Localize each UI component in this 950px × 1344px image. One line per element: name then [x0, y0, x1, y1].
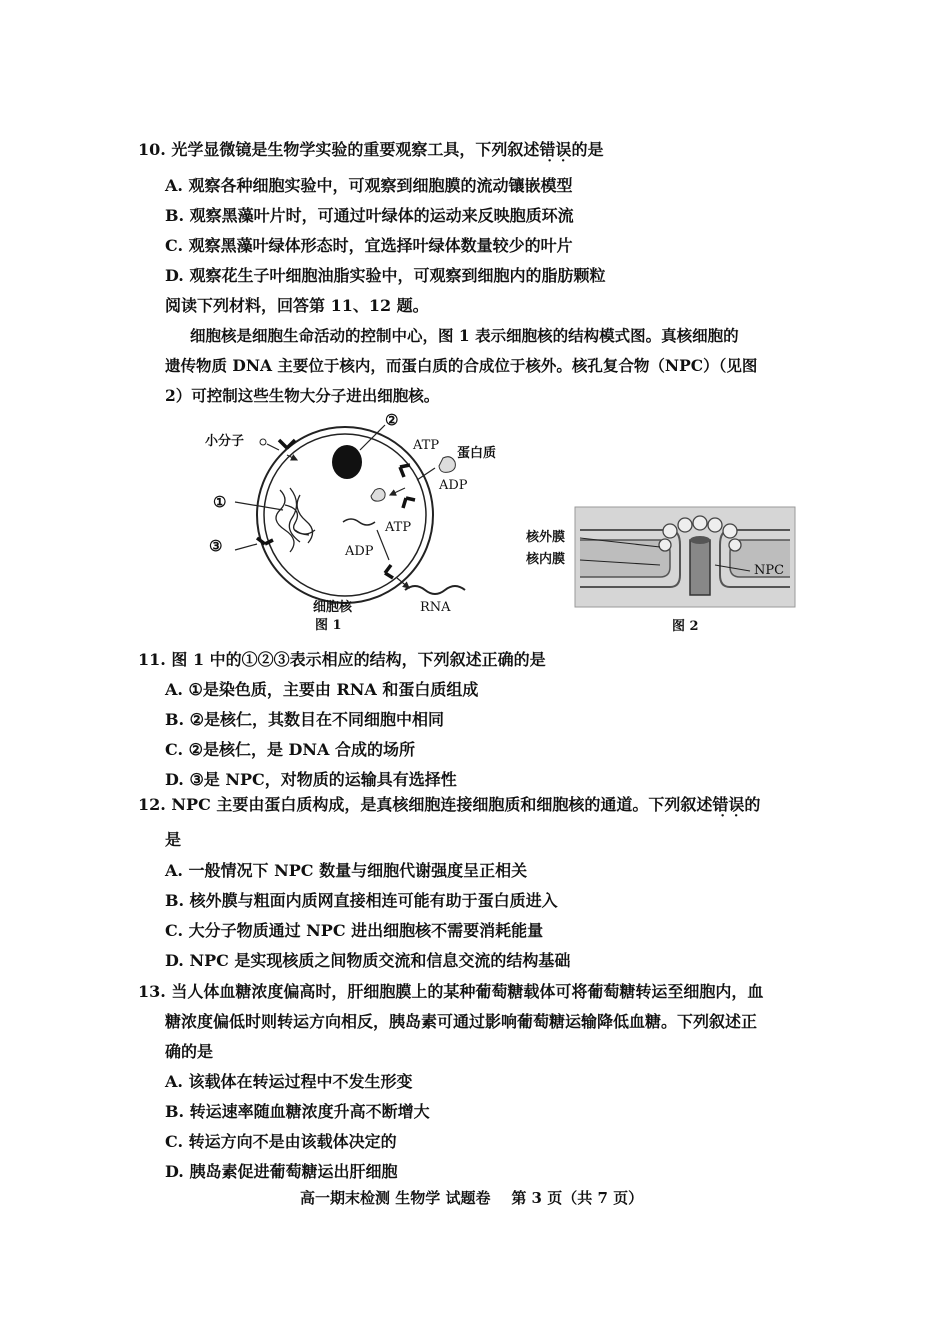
fig1-atp-top: ATP	[413, 438, 440, 453]
q10-stem	[138, 140, 603, 160]
q12-option-d: D. NPC 是实现核质之间物质交流和信息交流的结构基础	[165, 951, 571, 970]
fig1-label-2: ②	[385, 411, 399, 429]
fig1-label-1: ①	[213, 493, 227, 511]
q13-stem-line3: 确的是	[165, 1042, 214, 1061]
pore-left	[257, 538, 273, 544]
page-footer: 高一期末检测 生物学 试题卷 第 3 页（共 7 页）	[300, 1189, 644, 1207]
fig1-rna-label: RNA	[420, 600, 451, 615]
q12-emphasis: 错误 · ·	[712, 795, 744, 814]
q11-stem: 11. 图 1 中的①②③表示相应的结构，下列叙述正确的是	[138, 650, 546, 669]
q11-option-d: D. ③是 NPC，对物质的运输具有选择性	[165, 770, 457, 789]
pore-right-top	[400, 465, 410, 477]
q10-stem-text: 10. 光学显微镜是生物学实验的重要观察工具，下列叙述	[138, 140, 540, 159]
q12-stem-line2: 是	[165, 830, 182, 849]
q10-option-d: D. 观察花生子叶细胞油脂实验中，可观察到细胞内的脂肪颗粒	[165, 266, 606, 285]
protein-inside	[371, 489, 385, 502]
protein-blob	[439, 457, 455, 473]
q11-option-c: C. ②是核仁，是 DNA 合成的场所	[165, 740, 415, 759]
q10-stem-end: 的是	[571, 140, 604, 159]
figure-1	[195, 410, 525, 635]
q13-option-a: A. 该载体在转运过程中不发生形变	[165, 1072, 413, 1091]
q13-stem-line2: 糖浓度偏低时则转运方向相反，胰岛素可通过影响葡萄糖运输降低血糖。下列叙述正	[165, 1012, 758, 1031]
pore-bottom-right	[385, 565, 393, 578]
q12-option-a: A. 一般情况下 NPC 数量与细胞代谢强度呈正相关	[165, 861, 528, 880]
q12-stem	[138, 795, 760, 815]
fig2-npc-label: NPC	[754, 563, 785, 578]
material-line-2: 遗传物质 DNA 主要位于核内，而蛋白质的合成位于核外。核孔复合物（NPC）（见图	[165, 356, 758, 375]
fig2-inner-membrane-label: 核内膜	[526, 552, 566, 567]
q12-option-c: C. 大分子物质通过 NPC 进出细胞核不需要消耗能量	[165, 921, 544, 940]
fig1-caption: 图 1	[315, 618, 342, 633]
figure-2	[520, 505, 810, 640]
pore-right-mid	[403, 498, 415, 508]
q11-option-b: B. ②是核仁，其数目在不同细胞中相同	[165, 710, 445, 729]
fig1-label-3: ③	[209, 537, 223, 555]
reading-intro: 阅读下列材料，回答第 11、12 题。	[165, 296, 429, 315]
nucleolus	[332, 445, 362, 479]
q10-option-b: B. 观察黑藻叶片时，可通过叶绿体的运动来反映胞质环流	[165, 206, 574, 225]
q11-option-a: A. ①是染色质，主要由 RNA 和蛋白质组成	[165, 680, 479, 699]
q13-stem-line1: 13. 当人体血糖浓度偏高时，肝细胞膜上的某种葡萄糖载体可将葡萄糖转运至细胞内，血	[138, 982, 764, 1001]
fig2-outer-membrane-label: 核外膜	[526, 530, 566, 545]
nucleus-diagram	[195, 410, 525, 635]
fig1-atp-bottom: ATP	[385, 520, 412, 535]
q10-option-a: A. 观察各种细胞实验中，可观察到细胞膜的流动镶嵌模型	[165, 176, 573, 195]
q12-stem-text: 12. NPC 主要由蛋白质构成，是真核细胞连接细胞质和细胞核的通道。下列叙述	[138, 795, 713, 814]
q13-option-b: B. 转运速率随血糖浓度升高不断增大	[165, 1102, 430, 1121]
q13-option-d: D. 胰岛素促进葡萄糖运出肝细胞	[165, 1162, 398, 1181]
material-line-3: 2）可控制这些生物大分子进出细胞核。	[165, 386, 440, 405]
fig1-adp-top: ADP	[439, 478, 468, 493]
fig1-adp-bottom: ADP	[345, 544, 374, 559]
fig1-protein-label: 蛋白质	[457, 446, 497, 461]
material-line-1: 细胞核是细胞生命活动的控制中心，图 1 表示细胞核的结构模式图。真核细胞的	[190, 326, 739, 345]
fig1-nucleus-label: 细胞核	[313, 600, 353, 615]
fig2-caption: 图 2	[672, 619, 699, 634]
q10-emphasis: 错误 · ·	[539, 140, 571, 159]
q12-option-b: B. 核外膜与粗面内质网直接相连可能有助于蛋白质进入	[165, 891, 558, 910]
fig1-small-molecule-label: 小分子	[205, 434, 245, 449]
chromatin	[276, 488, 315, 552]
rna-strand	[405, 586, 465, 594]
pore-top-left	[279, 440, 295, 448]
q10-option-c: C. 观察黑藻叶绿体形态时，宜选择叶绿体数量较少的叶片	[165, 236, 573, 255]
npc-channel	[690, 540, 710, 595]
q13-option-c: C. 转运方向不是由该载体决定的	[165, 1132, 397, 1151]
q12-stem-end: 的	[744, 795, 761, 814]
